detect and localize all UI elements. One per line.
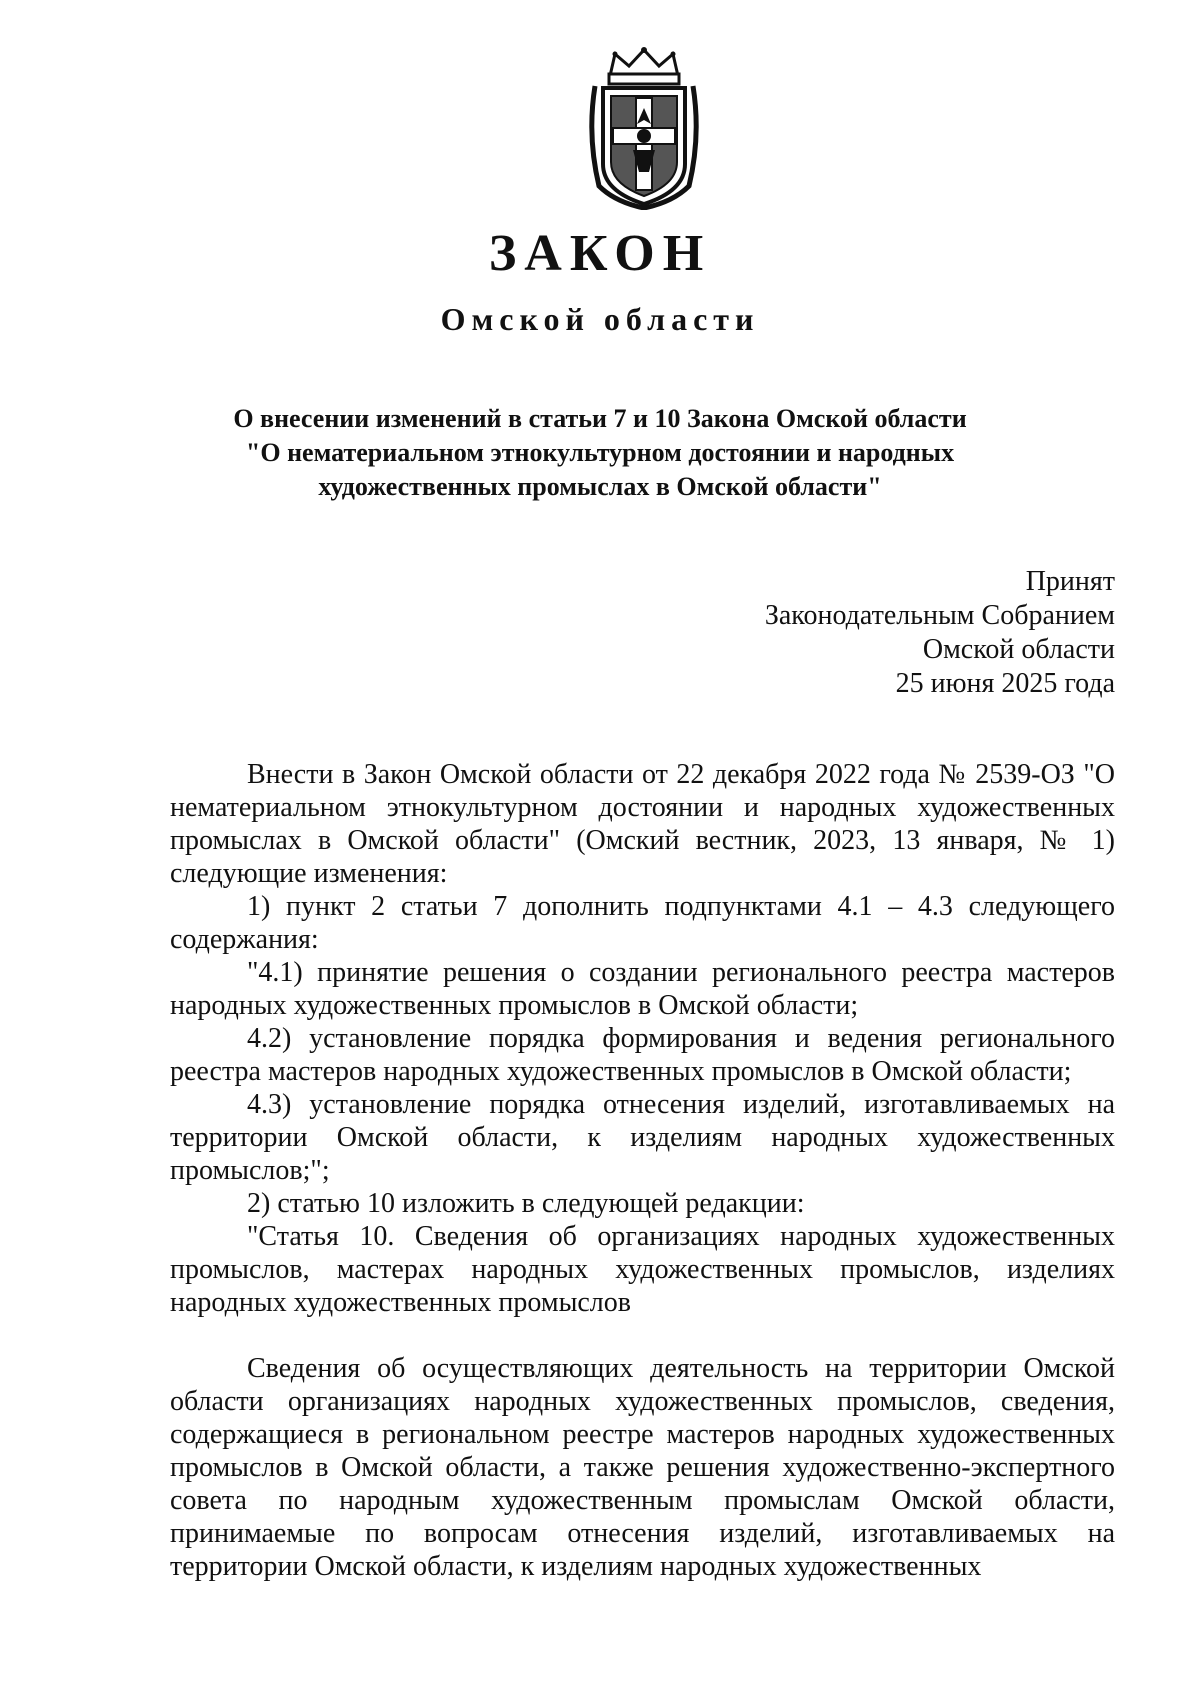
coat-of-arms-icon (585, 46, 703, 210)
body-paragraph: Внести в Закон Омской области от 22 декабря 2022 года № 2539-ОЗ "О нематериальном этнокультурном достоянии и народных художественных промыслах в Омской области" (Омский вестник, 2023, 13 января, № 1) следующие изменения: (170, 759, 1115, 889)
document-title: ЗАКОН (488, 225, 712, 282)
adoption-line: Законодательным Собранием (764, 600, 1115, 631)
law-heading (150, 402, 1050, 504)
body-paragraph: 4.2) установление порядка формирования и ведения регионального реестра мастеров народных художественных промыслов в Омской области; (170, 1023, 1115, 1087)
spacer (170, 1319, 1115, 1352)
adoption-block (765, 565, 1115, 701)
body-paragraph: 1) пункт 2 статьи 7 дополнить подпунктами 4.1 – 4.3 следующего содержания: (170, 891, 1115, 955)
adoption-line: Омской области (922, 634, 1115, 665)
heading-line: художественных промыслах в Омской области" (318, 472, 882, 501)
article-title: "Статья 10. Сведения об организациях народных художественных промыслов, мастерах народных художественных промыслов, изделиях народных художественных промыслов (170, 1221, 1115, 1318)
heading-line: О внесении изменений в статьи 7 и 10 Закона Омской области (233, 404, 967, 433)
body-paragraph: Сведения об осуществляющих деятельность на территории Омской области организациях народных художественных промыслов, сведения, содержащиеся в региональном реестре мастеров народных художественных промыслов в Омской области, а также решения художественно-экспертного совета по народным художественным промыслам Омской области, принимаемые по вопросам отнесения изделий, изготавливаемых на территории Омской области, к изделиям народных художественных (170, 1353, 1115, 1582)
body-paragraph: 2) статью 10 изложить в следующей редакции: (247, 1188, 805, 1219)
law-body (170, 758, 1115, 1583)
document-subtitle: Омской области (440, 301, 760, 337)
body-paragraph: 4.3) установление порядка отнесения изделий, изготавливаемых на территории Омской области, к изделиям народных художественных промыслов;"; (170, 1089, 1115, 1186)
body-paragraph: "4.1) принятие решения о создании регионального реестра мастеров народных художественных промыслов в Омской области; (170, 957, 1115, 1021)
heading-line: "О нематериальном этнокультурном достоянии и народных (245, 438, 955, 467)
adoption-line: Принят (1025, 566, 1115, 597)
adoption-date: 25 июня 2025 года (895, 668, 1115, 699)
